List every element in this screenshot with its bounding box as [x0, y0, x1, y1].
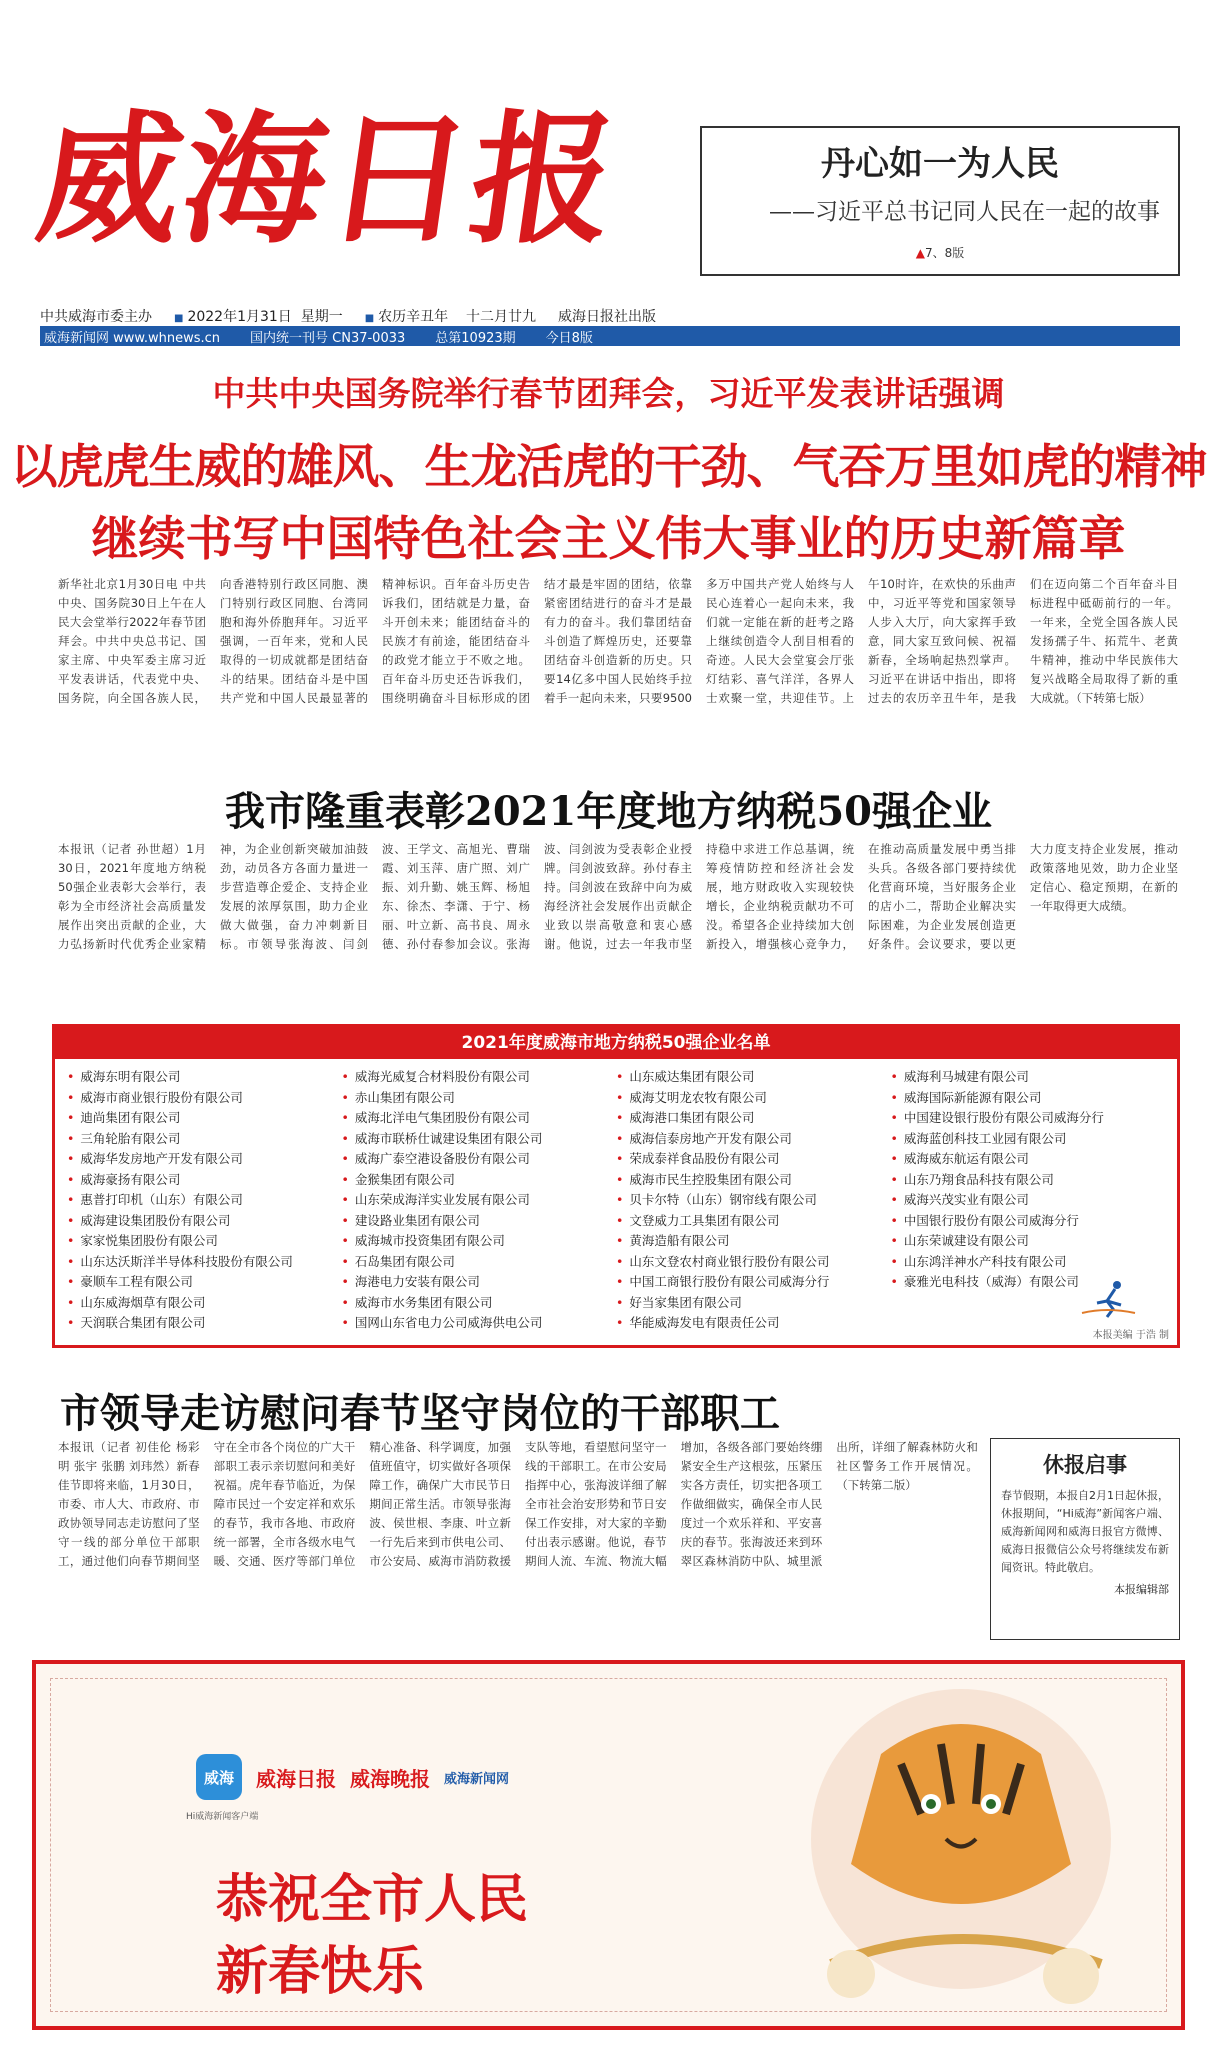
- list-item: • 惠普打印机（山东）有限公司: [67, 1190, 342, 1211]
- page-count: 今日8版: [545, 330, 593, 346]
- list-item: • 威海光威复合材料股份有限公司: [342, 1067, 617, 1088]
- list-item: • 威海利马城建有限公司: [891, 1067, 1166, 1088]
- list-column-3: [616, 1067, 891, 1334]
- list-item: • 山东威达集团有限公司: [616, 1067, 891, 1088]
- ad-logos: [196, 1754, 509, 1800]
- list-item: • 威海建设集团股份有限公司: [67, 1211, 342, 1232]
- list-item: • 威海艾明龙农牧有限公司: [616, 1088, 891, 1109]
- list-item: • 威海市水务集团有限公司: [342, 1293, 617, 1314]
- list-item: • 威海华发房地产开发有限公司: [67, 1149, 342, 1170]
- tax-article-title[interactable]: 我市隆重表彰2021年度地方纳税50强企业: [225, 788, 992, 835]
- brand-news-site: 威海新闻网: [444, 1771, 510, 1787]
- lead-headline-1[interactable]: 以虎虎生威的雄风、生龙活虎的干劲、气吞万里如虎的精神: [10, 440, 1207, 495]
- app-tagline: Hi威海新闻客户端: [186, 1812, 259, 1822]
- list-item: • 威海兴茂实业有限公司: [891, 1190, 1166, 1211]
- list-item: • 山东荣成海洋实业发展有限公司: [342, 1190, 617, 1211]
- publisher: 威海日报社出版: [557, 309, 656, 325]
- list-item: • 荣成泰祥食品股份有限公司: [616, 1149, 891, 1170]
- promo-title: 丹心如一为人民: [821, 144, 1059, 184]
- tax-top50-list: [52, 1024, 1180, 1348]
- list-item: • 威海广泰空港设备股份有限公司: [342, 1149, 617, 1170]
- visit-article-body: 本报讯（记者 初佳伦 杨彩明 张宇 张鹏 刘玮然）新春佳节即将来临，1月30日，市委、市人大、市政府、市政协领导同志走访慰问了坚守一线的部分单位干部职工，通过他们向春节期间坚守在全市各个岗位的广大干部职工表示亲切慰问和美好祝福。虎年春节临近，为保障市民过一个安定祥和欢乐的春节，我市各地、市政府统一部署，全市各级水电气暖、交通、医疗等部门单位精心准备、科学调度，加强值班值守，切实做好各项保障工作，确保广大市民节日期间正常生活。市领导张海波、侯世根、李康、叶立新一行先后来到市供电公司、市公安局、威海市消防救援支队等地，看望慰问坚守一线的干部职工。在市公安局指挥中心，张海波详细了解全市社会治安形势和节日安保工作安排，对大家的辛勤付出表示感谢。他说，春节期间人流、车流、物流大幅增加，各级各部门要始终绷紧安全生产这根弦，压紧压实各方责任，切实把各项工作做细做实，确保全市人民度过一个欢乐祥和、平安喜庆的春节。张海波还来到环翠区森林消防中队、城里派出所，详细了解森林防火和社区警务工作开展情况。（下转第二版）: [58, 1440, 978, 1568]
- promo-page-ref: ▲7、8版: [915, 246, 965, 260]
- list-item: • 天润联合集团有限公司: [67, 1313, 342, 1334]
- list-item: • 山东威海烟草有限公司: [67, 1293, 342, 1314]
- issue-meta-bar: [40, 326, 1180, 346]
- list-column-1: [67, 1067, 342, 1334]
- list-item: • 黄海造船有限公司: [616, 1231, 891, 1252]
- list-item: • 中国建设银行股份有限公司威海分行: [891, 1108, 1166, 1129]
- sponsor: 中共威海市委主办: [40, 309, 152, 325]
- list-item: • 家家悦集团股份有限公司: [67, 1231, 342, 1252]
- lead-kicker[interactable]: 中共中央国务院举行春节团拜会，习近平发表讲话强调: [212, 374, 1005, 413]
- brand-evening: 威海晚报: [350, 1766, 430, 1791]
- list-item: • 威海国际新能源有限公司: [891, 1088, 1166, 1109]
- list-item: • 山东达沃斯洋半导体科技股份有限公司: [67, 1252, 342, 1273]
- list-item: • 迪尚集团有限公司: [67, 1108, 342, 1129]
- notice-title: 休报启事: [1043, 1452, 1127, 1477]
- notice-box: [990, 1438, 1180, 1640]
- issue-number: 总第10923期: [435, 330, 516, 346]
- list-item: • 豪雅光电科技（威海）有限公司: [891, 1272, 1166, 1293]
- spring-festival-ad: [32, 1660, 1185, 2030]
- list-item: • 山东乃翔食品科技有限公司: [891, 1170, 1166, 1191]
- list-item: • 好当家集团有限公司: [616, 1293, 891, 1314]
- list-item: • 威海蓝创科技工业园有限公司: [891, 1129, 1166, 1150]
- list-item: • 三角轮胎有限公司: [67, 1129, 342, 1150]
- list-item: • 山东荣诚建设有限公司: [891, 1231, 1166, 1252]
- list-item: • 威海市商业银行股份有限公司: [67, 1088, 342, 1109]
- list-item: • 山东文登农村商业银行股份有限公司: [616, 1252, 891, 1273]
- list-item: • 威海东明有限公司: [67, 1067, 342, 1088]
- website[interactable]: 威海新闻网 www.whnews.cn: [44, 330, 221, 346]
- list-item: • 豪顺车工程有限公司: [67, 1272, 342, 1293]
- app-logo-icon: 威海: [196, 1754, 242, 1800]
- list-item: • 建设路业集团有限公司: [342, 1211, 617, 1232]
- masthead: [28, 90, 660, 290]
- list-credit: 本报美编 于浩 制: [1092, 1330, 1169, 1341]
- list-column-2: [342, 1067, 617, 1334]
- tiger-illustration-icon: [771, 1664, 1151, 2014]
- list-item: • 威海信泰房地产开发有限公司: [616, 1129, 891, 1150]
- list-item: • 威海市联桥仕诚建设集团有限公司: [342, 1129, 617, 1150]
- list-item: • 贝卡尔特（山东）钢帘线有限公司: [616, 1190, 891, 1211]
- list-item: • 石岛集团有限公司: [342, 1252, 617, 1273]
- list-item: • 华能威海发电有限责任公司: [616, 1313, 891, 1334]
- notice-signature: 本报编辑部: [1114, 1583, 1169, 1596]
- greeting-line-1: 恭祝全市人民: [216, 1869, 529, 1930]
- tax-article-body: 本报讯（记者 孙世超）1月30日，2021年度地方纳税50强企业表彰大会举行，表彰为全市经济社会高质量发展作出突出贡献的企业，大力弘扬新时代优秀企业家精神，为企业创新突破加油鼓劲，动员各方各面力量进一步营造尊企爱企、支持企业发展的浓厚氛围，助力企业做大做强，奋力冲刺新目标。市领导张海波、闫剑波、王学文、高旭光、曹瑞霞、刘玉萍、唐广照、刘广振、刘升勤、姚玉辉、杨旭东、徐杰、李潇、于宁、杨丽、叶立新、高书良、周永德、孙付春参加会议。张海波、闫剑波为受表彰企业授牌。闫剑波致辞。孙付春主持。闫剑波在致辞中向为威海经济社会发展作出贡献企业致以崇高敬意和衷心感谢。他说，过去一年我市坚持稳中求进工作总基调，统筹疫情防控和经济社会发展，地方财政收入实现较快增长，企业纳税贡献功不可没。希望各企业持续加大创新投入，增强核心竞争力，在推动高质量发展中勇当排头兵。各级各部门要持续优化营商环境，当好服务企业的店小二，帮助企业解决实际困难，为企业发展创造更好条件。会议要求，要以更大力度支持企业发展，推动政策落地见效，助力企业坚定信心、稳定预期，在新的一年取得更大成绩。: [58, 842, 1178, 951]
- list-item: • 海港电力安装有限公司: [342, 1272, 617, 1293]
- list-item: • 中国工商银行股份有限公司威海分行: [616, 1272, 891, 1293]
- list-item: • 中国银行股份有限公司威海分行: [891, 1211, 1166, 1232]
- brand-daily: 威海日报: [256, 1766, 336, 1791]
- greeting-line-2: 新春快乐: [216, 1941, 425, 2002]
- triangle-icon: ▲: [915, 246, 925, 260]
- list-item: • 文登威力工具集团有限公司: [616, 1211, 891, 1232]
- list-item: • 金猴集团有限公司: [342, 1170, 617, 1191]
- ad-greeting: [216, 1864, 528, 2008]
- newspaper-title: 威海日报: [28, 97, 628, 263]
- lead-headline-2[interactable]: 继续书写中国特色社会主义伟大事业的历史新篇章: [91, 512, 1126, 567]
- visit-article-title[interactable]: 市领导走访慰问春节坚守岗位的干部职工: [60, 1390, 780, 1437]
- list-item: • 威海豪扬有限公司: [67, 1170, 342, 1191]
- list-title: 2021年度威海市地方纳税50强企业名单: [55, 1027, 1177, 1059]
- notice-body: 春节假期，本报自2月1日起休报，休报期间，“Hi威海”新闻客户端、威海新闻网和威海日报官方微博、威海日报微信公众号将继续发布新闻资讯。特此敬启。: [1001, 1489, 1169, 1574]
- list-item: • 威海港口集团有限公司: [616, 1108, 891, 1129]
- lunar-date: ■ 农历辛丑年 十二月廿九: [365, 306, 536, 328]
- list-item: • 威海市民生控股集团有限公司: [616, 1170, 891, 1191]
- list-item: • 国网山东省电力公司威海供电公司: [342, 1313, 617, 1334]
- promo-subtitle: ——习近平总书记同人民在一起的故事: [769, 199, 1160, 225]
- issue-date: ■ 2022年1月31日 星期一: [174, 306, 343, 328]
- list-item: • 威海城市投资集团有限公司: [342, 1231, 617, 1252]
- list-item: • 赤山集团有限公司: [342, 1088, 617, 1109]
- promo-box[interactable]: [700, 126, 1180, 276]
- list-item: • 山东鸿洋神水产科技有限公司: [891, 1252, 1166, 1273]
- issue-info-row: [40, 306, 1180, 328]
- list-item: • 威海北洋电气集团股份有限公司: [342, 1108, 617, 1129]
- cn-number: 国内统一刊号 CN37-0033: [250, 330, 406, 346]
- lead-article-body: 新华社北京1月30日电 中共中央、国务院30日上午在人民大会堂举行2022年春节团拜会。中共中央总书记、国家主席、中央军委主席习近平发表讲话，代表党中央、国务院，向全国各族人民，向香港特别行政区同胞、澳门特别行政区同胞、台湾同胞和海外侨胞拜年。习近平强调，一百年来，党和人民取得的一切成就都是团结奋斗的结果。团结奋斗是中国共产党和中国人民最显著的精神标识。百年奋斗历史告诉我们，团结就是力量，奋斗开创未来；能团结奋斗的民族才有前途，能团结奋斗的政党才能立于不败之地。百年奋斗历史还告诉我们，围绕明确奋斗目标形成的团结才最是牢固的团结，依靠紧密团结进行的奋斗才是最有力的奋斗。我们靠团结奋斗创造了辉煌历史，还要靠团结奋斗创造新的历史。只要14亿多中国人民始终手拉着手一起向未来，只要9500多万中国共产党人始终与人民心连着心一起向未来，我们就一定能在新的赶考之路上继续创造令人刮目相看的奇迹。人民大会堂宴会厅张灯结彩、喜气洋洋，各界人士欢聚一堂，共迎佳节。上午10时许，在欢快的乐曲声中，习近平等党和国家领导人步入大厅，向大家挥手致意，同大家互致问候、祝福新春，全场响起热烈掌声。习近平在讲话中指出，即将过去的农历辛丑牛年，是我们在迈向第二个百年奋斗目标进程中砥砺前行的一年。一年来，全党全国各族人民发扬孺子牛、拓荒牛、老黄牛精神，推动中华民族伟大复兴战略全局取得了新的重大成就。（下转第七版）: [58, 577, 1178, 705]
- list-item: • 威海威东航运有限公司: [891, 1149, 1166, 1170]
- runner-illustration-icon: [1077, 1279, 1137, 1319]
